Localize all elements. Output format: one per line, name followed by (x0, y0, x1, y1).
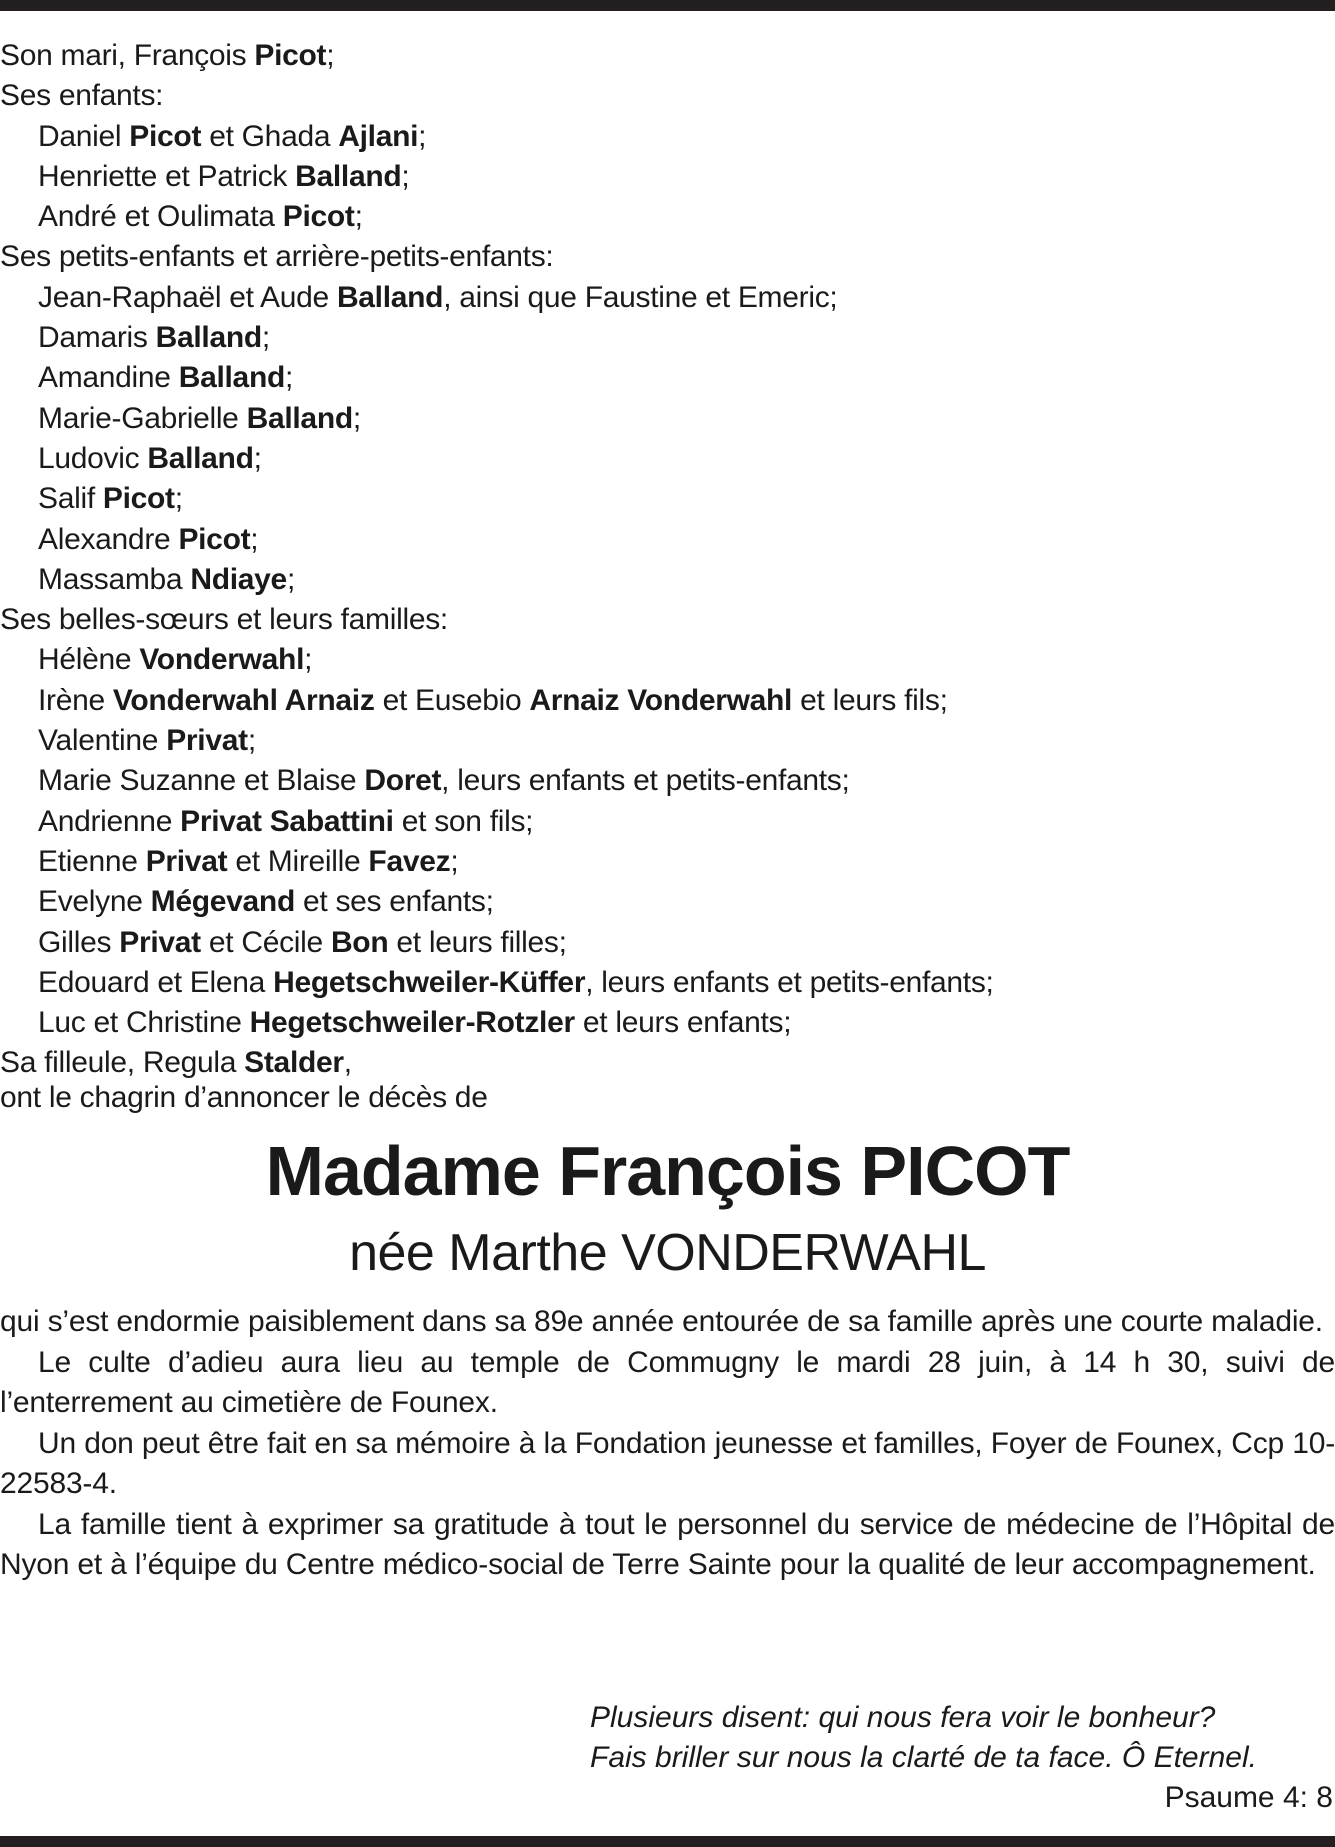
family-name: Ajlani (338, 119, 419, 153)
family-name: Picot (282, 200, 355, 234)
deceased-birth-name: née Marthe VONDERWAHL (349, 1224, 986, 1282)
mourner-line (0, 963, 1335, 1003)
line-text: Valentine (38, 724, 167, 758)
mourner-line (0, 761, 1335, 801)
deceased-name: Madame François PICOT (265, 1132, 1070, 1210)
line-text: Ses belles-sœurs et leurs familles: (0, 603, 448, 637)
mourner-line (0, 237, 1335, 277)
mourner-line (0, 882, 1335, 922)
line-text: , ainsi que Faustine et Emeric; (443, 280, 838, 314)
family-name: Balland (155, 321, 262, 355)
family-name: Balland (336, 280, 444, 314)
line-text: ; (352, 401, 361, 435)
line-text: , leurs enfants et petits-enfants; (585, 965, 994, 999)
family-name: Privat Sabattini (180, 804, 394, 838)
mourner-line (0, 520, 1335, 560)
mourner-line (0, 157, 1335, 197)
mourner-line (0, 36, 1335, 76)
line-text: et Ghada (201, 119, 339, 153)
mourner-line (0, 923, 1335, 963)
mourner-line (0, 399, 1335, 439)
line-text: ; (253, 441, 262, 475)
family-name: Favez (368, 844, 451, 878)
line-text: Gilles (38, 925, 120, 959)
body-paragraph: qui s’est endormie paisiblement dans sa 89e année entourée de sa famille après une courte maladie. (0, 1305, 1323, 1338)
mourner-line (0, 278, 1335, 318)
line-text: ; (261, 321, 270, 355)
line-text: et Mireille (227, 844, 369, 878)
line-text: André et Oulimata (38, 200, 283, 234)
line-text: Luc et Christine (38, 1006, 250, 1040)
mourner-line (0, 721, 1335, 761)
line-text: ; (326, 39, 335, 72)
verse-line-2: Fais briller sur nous la clarté de ta face. Ô Eternel. (590, 1741, 1257, 1774)
line-text: Marie-Gabrielle (38, 401, 247, 435)
line-text: , (343, 1046, 352, 1080)
body-paragraph: La famille tient à exprimer sa gratitude à tout le personnel du service de médecine de l’Hôpital de Nyon et à l’équipe du Centre médico-social de Terre Sainte pour la qualité de leur accompagnement. (0, 1507, 1335, 1581)
line-text: ; (304, 643, 313, 677)
line-text: Evelyne (38, 885, 151, 919)
line-text: et Cécile (200, 925, 331, 959)
mourner-line (0, 560, 1335, 600)
announcement-body (0, 1302, 1335, 1586)
mourner-line (0, 318, 1335, 358)
line-text: et leurs fils; (792, 683, 948, 717)
announcement-intro: ont le chagrin d’annoncer le décès de (0, 1081, 488, 1114)
line-text: ; (418, 119, 427, 153)
line-text: Damaris (38, 321, 156, 355)
line-text: ; (401, 159, 410, 193)
verse-reference: Psaume 4: 8 (1164, 1781, 1333, 1814)
line-text: Etienne (38, 844, 146, 878)
line-text: et leurs enfants; (574, 1006, 792, 1040)
line-text: Edouard et Elena (38, 965, 274, 999)
family-name: Doret (364, 764, 442, 798)
mourner-line (0, 802, 1335, 842)
line-text: Henriette et Patrick (38, 159, 296, 193)
line-text: Andrienne (38, 804, 181, 838)
line-text: Hélène (38, 643, 140, 677)
family-name: Balland (246, 401, 353, 435)
family-name: Stalder (244, 1046, 344, 1080)
line-text: Marie Suzanne et Blaise (38, 764, 365, 798)
line-text: Ses enfants: (0, 79, 164, 113)
family-name: Mégevand (150, 885, 295, 919)
family-name: Privat (166, 724, 248, 758)
mourner-line (0, 439, 1335, 479)
line-text: et ses enfants; (294, 885, 494, 919)
mourners-list (0, 36, 1335, 1084)
family-name: Picot (178, 522, 251, 556)
family-name: Vonderwahl Arnaiz (112, 683, 375, 717)
line-text: Alexandre (38, 522, 179, 556)
mourner-line (0, 640, 1335, 680)
family-name: Vonderwahl (139, 643, 305, 677)
line-text: ; (250, 522, 259, 556)
mourner-line (0, 479, 1335, 519)
mourner-line (0, 681, 1335, 721)
family-name: Picot (254, 39, 327, 72)
line-text: , leurs enfants et petits-enfants; (441, 764, 850, 798)
mourner-line (0, 197, 1335, 237)
scripture-verse (590, 1698, 1335, 1818)
line-text: Ses petits-enfants et arrière-petits-enfants: (0, 240, 554, 274)
line-text: et son fils; (393, 804, 534, 838)
top-rule (0, 0, 1335, 11)
line-text: et leurs filles; (388, 925, 567, 959)
line-text: Irène (38, 683, 113, 717)
line-text: ; (286, 562, 295, 596)
family-name: Ndiaye (190, 562, 287, 596)
mourner-line (0, 117, 1335, 157)
body-paragraph: Le culte d’adieu aura lieu au temple de Commugny le mardi 28 juin, à 14 h 30, suivi de l’enterrement au cimetière de Founex. (0, 1345, 1335, 1419)
family-name: Balland (147, 441, 254, 475)
line-text: ; (174, 482, 183, 516)
line-text: Salif (38, 482, 103, 516)
line-text: Sa filleule, Regula (0, 1046, 245, 1080)
line-text: Massamba (38, 562, 191, 596)
mourner-line (0, 1003, 1335, 1043)
family-name: Privat (119, 925, 201, 959)
line-text: ; (354, 200, 363, 234)
verse-line-1: Plusieurs disent: qui nous fera voir le bonheur? (590, 1701, 1216, 1734)
mourner-line (0, 842, 1335, 882)
line-text: ; (247, 724, 256, 758)
line-text: ; (450, 844, 459, 878)
family-name: Balland (295, 159, 402, 193)
line-text: et Eusebio (374, 683, 530, 717)
family-name: Balland (178, 361, 285, 395)
line-text: Son mari, François (0, 39, 255, 72)
bottom-rule (0, 1836, 1335, 1847)
line-text: Daniel (38, 119, 130, 153)
mourner-line (0, 600, 1335, 640)
body-paragraph: Un don peut être fait en sa mémoire à la Fondation jeunesse et familles, Foyer de Founex, Ccp 10-22583-4. (0, 1426, 1335, 1500)
family-name: Arnaiz Vonderwahl (529, 683, 793, 717)
family-name: Bon (330, 925, 389, 959)
mourner-line (0, 358, 1335, 398)
family-name: Picot (102, 482, 175, 516)
family-name: Hegetschweiler-Rotzler (249, 1006, 575, 1040)
family-name: Privat (145, 844, 228, 878)
family-name: Picot (129, 119, 202, 153)
line-text: Ludovic (38, 441, 148, 475)
family-name: Hegetschweiler-Küffer (273, 965, 586, 999)
mourner-line (0, 76, 1335, 116)
line-text: Amandine (38, 361, 179, 395)
line-text: Jean-Raphaël et Aude (38, 280, 337, 314)
line-text: ; (285, 361, 294, 395)
